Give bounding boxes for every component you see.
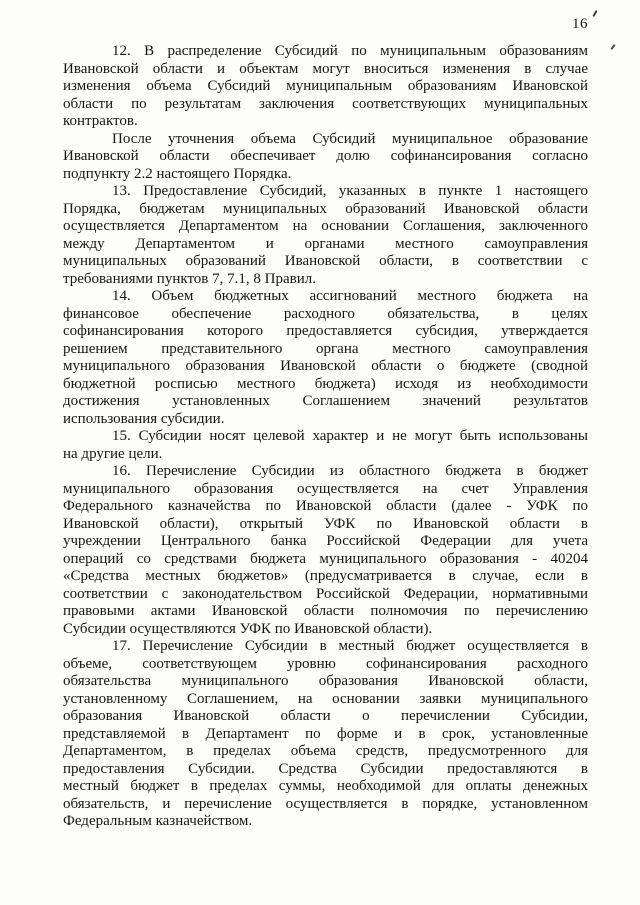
text-line: объеме, соответствующем уровню софинансирования расходного <box>63 655 588 672</box>
paragraph <box>63 183 588 288</box>
text-line: 15. Субсидии носят целевой характер и не могут быть использованы <box>112 428 588 444</box>
text-line: обязательства муниципального образования Ивановской области, <box>63 673 588 689</box>
text-line: 13. Предоставление Субсидий, указанных в пункте 1 настоящего <box>112 183 588 199</box>
text-line: представляемой в Департамент по форме и в срок, установленные <box>63 725 588 742</box>
text-line: требованиями пунктов 7, 7.1, 8 Правил. <box>63 270 316 287</box>
text-line: бюджетной росписью местного бюджета) исходя из необходимости <box>63 375 588 392</box>
text-line: финансовое обеспечение расходного обязательства, в целях <box>63 305 588 322</box>
text-line: изменения объема Субсидий муниципальным образованиям Ивановской <box>63 78 588 94</box>
text-line: Департаментом, в пределах объема средств, предусмотренного для <box>63 743 588 759</box>
text-line: установленному Соглашением, на основании заявки муниципального <box>63 690 588 707</box>
text-line: на другие цели. <box>63 445 163 462</box>
text-line: использования субсидии. <box>63 410 225 427</box>
scan-speck <box>592 10 597 17</box>
text-line: Федерального казначейства по Ивановской области (далее - УФК по <box>63 498 588 514</box>
paragraph <box>63 463 588 638</box>
paragraph <box>63 288 588 428</box>
text-line: обязательств, и перечисление осуществляется в порядке, установленном <box>63 795 588 812</box>
text-line: предоставления Субсидии. Средства Субсидии предоставляются в <box>63 760 588 777</box>
text-line: местный бюджет в пределах суммы, необходимой для оплаты денежных <box>63 778 588 794</box>
text-line: контрактов. <box>63 113 138 129</box>
text-line: Ивановской области и объектам могут вноситься изменения в случае <box>63 60 588 77</box>
page-number: 16 <box>572 16 588 32</box>
text-line: Федеральным казначейством. <box>63 813 253 829</box>
text-line: После уточнения объема Субсидий муниципальное образование <box>112 130 588 147</box>
text-line: муниципального образования Ивановской области о бюджете (сводной <box>63 358 588 374</box>
text-line: области по результатам заключения соответствующих муниципальных <box>63 95 588 112</box>
scan-speck <box>610 44 615 50</box>
text-line: 12. В распределение Субсидий по муниципальным образованиям <box>112 43 588 59</box>
text-line: муниципального образования осуществляется на счет Управления <box>63 480 588 497</box>
text-line: правовыми актами Ивановской области полномочия по перечислению <box>63 603 588 619</box>
text-line: софинансирования которого предоставляется субсидия, утверждается <box>63 323 588 339</box>
text-line: соответствии с законодательством Российской Федерации, нормативными <box>63 585 588 602</box>
text-line: достижения установленных Соглашением значений результатов <box>63 393 588 409</box>
text-line: образования Ивановской области о перечислении Субсидии, <box>63 708 588 724</box>
text-line: 14. Объем бюджетных ассигнований местного бюджета на <box>112 288 588 304</box>
text-line: решением представительного органа местного самоуправления <box>63 340 588 357</box>
text-line: учреждении Центрального банка Российской Федерации для учета <box>63 533 588 549</box>
text-line: Субсидии осуществляются УФК по Ивановской области). <box>63 620 433 637</box>
text-line: осуществляется Департаментом на основании Соглашения, заключенного <box>63 218 588 234</box>
text-line: между Департаментом и органами местного самоуправления <box>63 235 588 252</box>
paragraph <box>63 638 588 831</box>
paragraph <box>63 131 588 184</box>
text-line: Порядка, бюджетам муниципальных образований Ивановской области <box>63 200 588 217</box>
text-line: Ивановской области), открытый УФК по Ивановской области в <box>63 515 588 532</box>
paragraph <box>63 428 588 463</box>
text-line: «Средства местных бюджетов» (предусматривается в случае, если в <box>63 568 588 584</box>
text-line: 17. Перечисление Субсидии в местный бюджет осуществляется в <box>112 638 588 654</box>
paragraph <box>63 43 588 131</box>
text-line: операций со средствами бюджета муниципального образования - 40204 <box>63 550 588 567</box>
text-line: подпункту 2.2 настоящего Порядка. <box>63 165 292 182</box>
document-body <box>63 43 588 831</box>
text-line: 16. Перечисление Субсидии из областного бюджета в бюджет <box>112 463 588 479</box>
text-line: муниципальных образований Ивановской области, в соответствии с <box>63 253 588 269</box>
text-line: Ивановской области обеспечивает долю софинансирования согласно <box>63 148 588 164</box>
